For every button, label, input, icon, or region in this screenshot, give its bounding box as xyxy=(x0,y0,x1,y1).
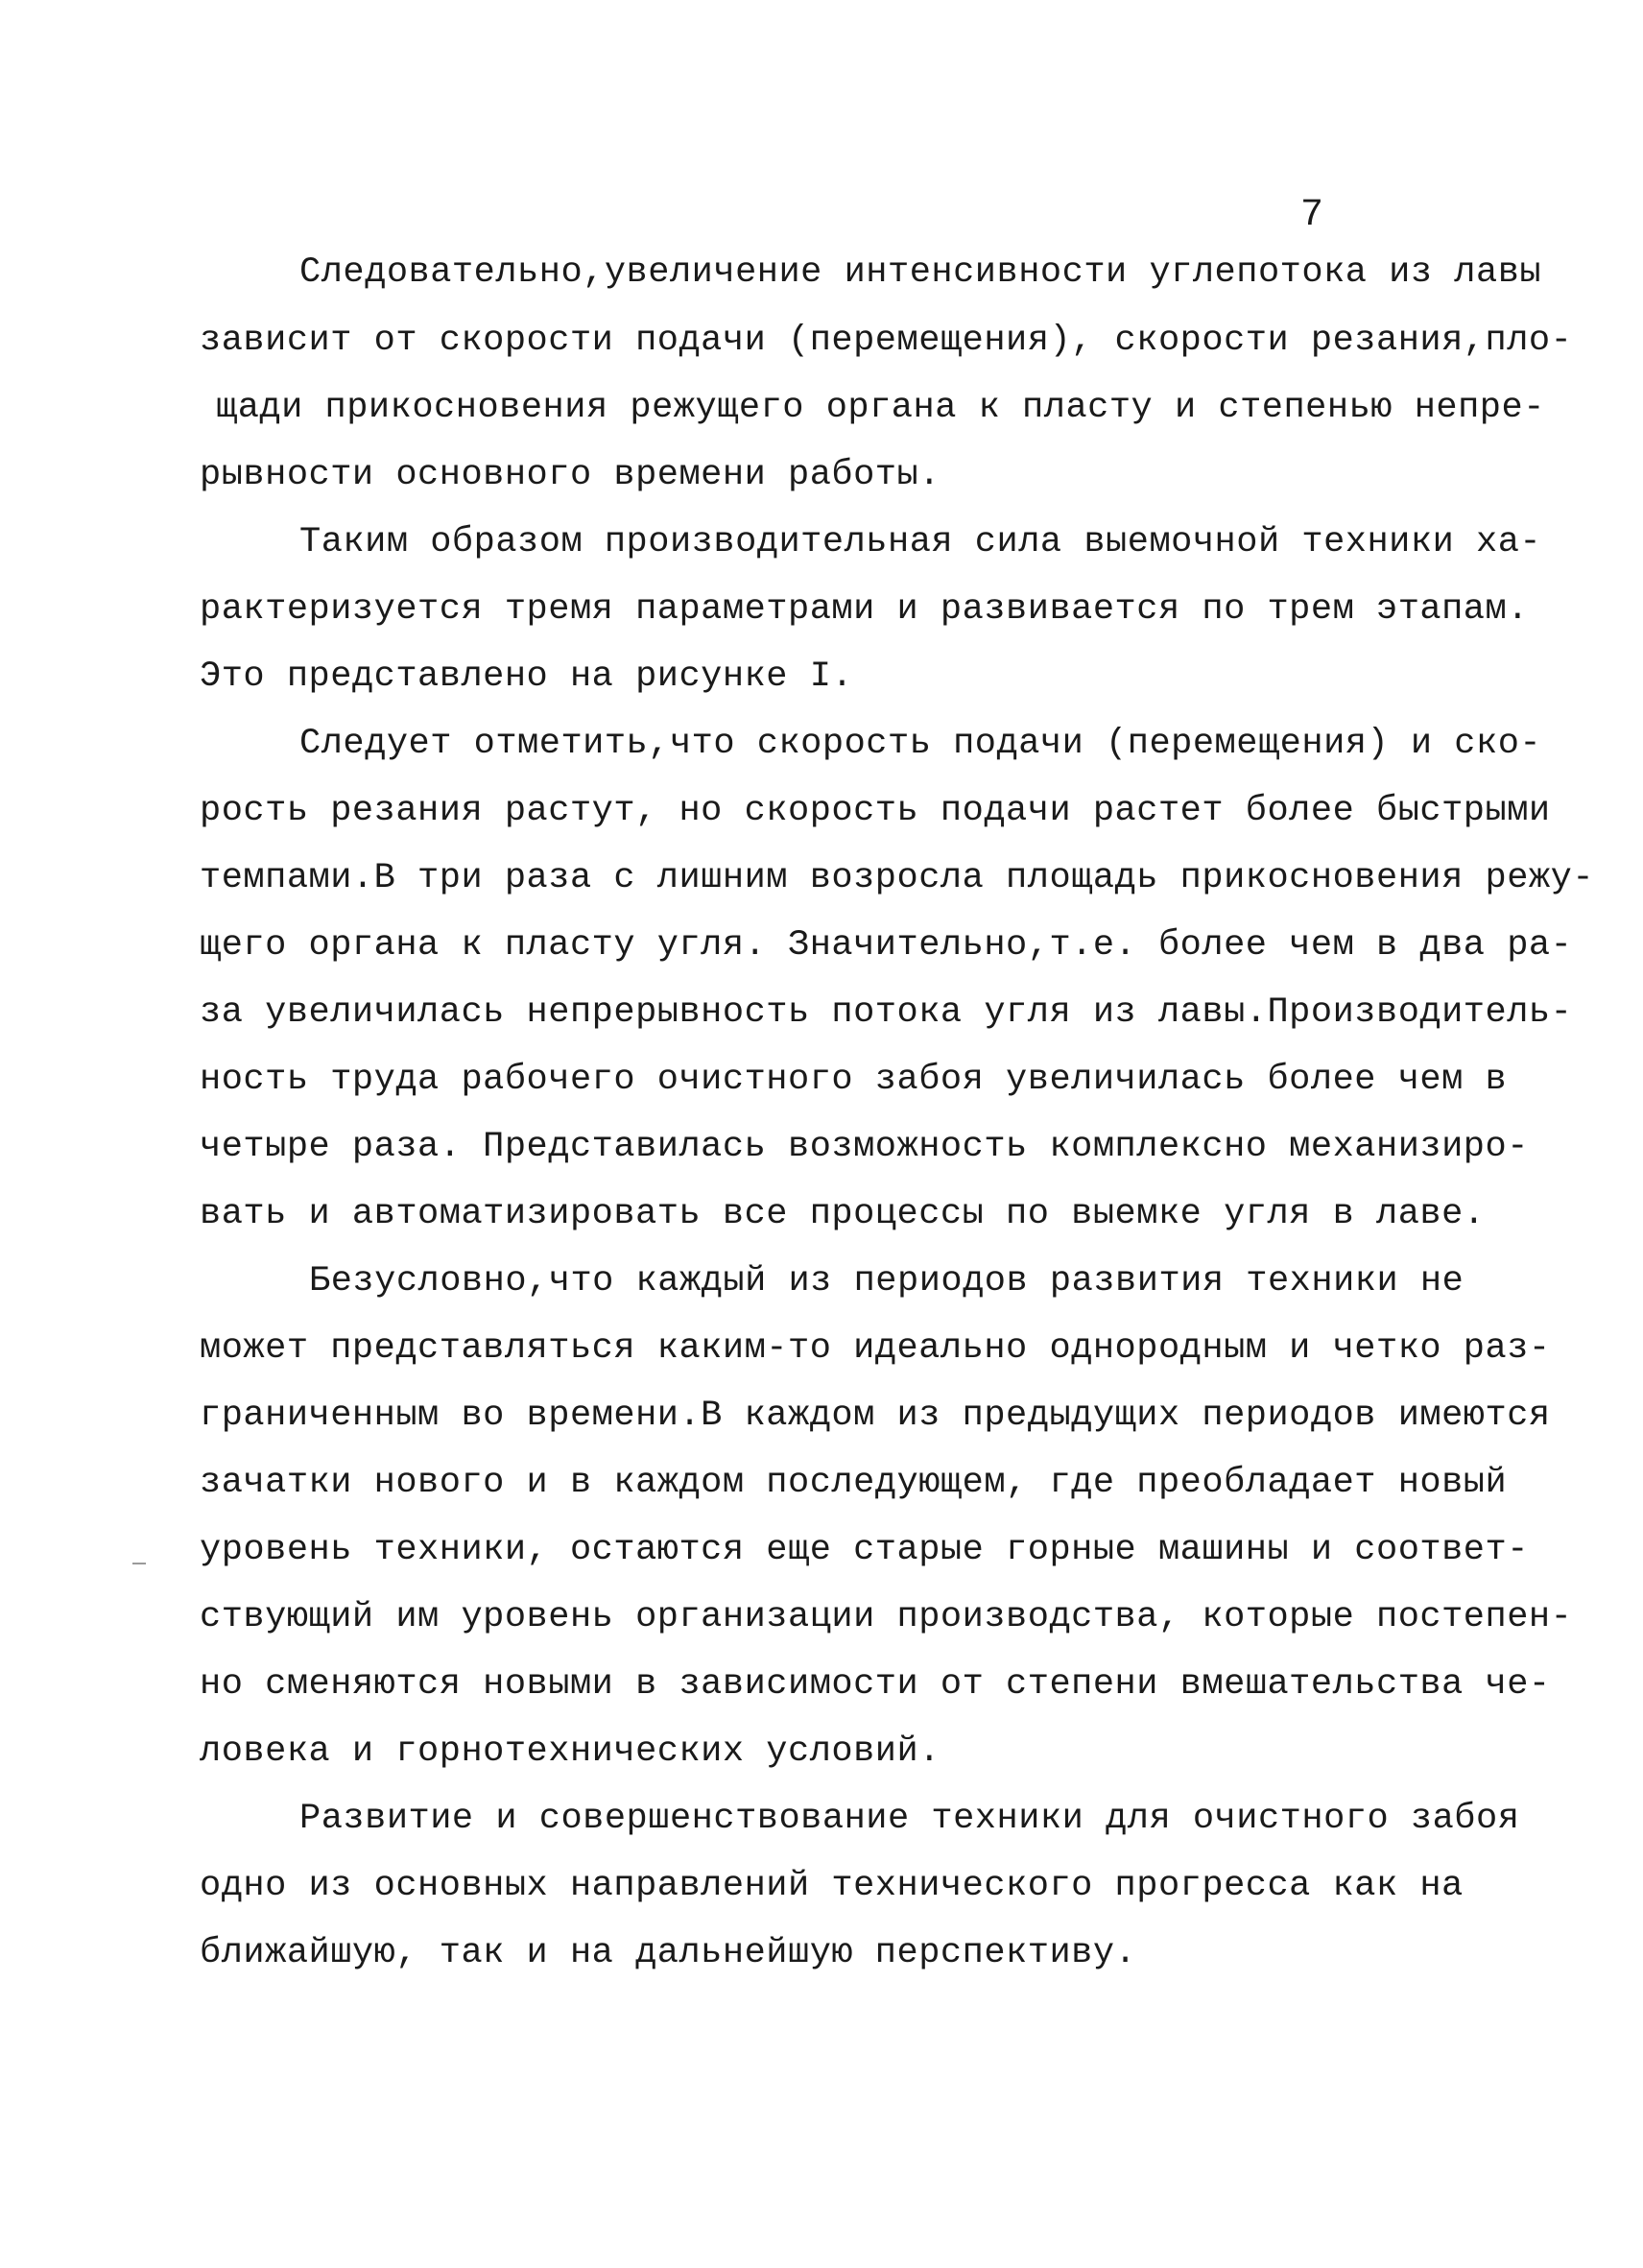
text-line: может представляться каким-то идеально однородным и четко раз- xyxy=(200,1328,1551,1369)
text-line: зачатки нового и в каждом последующем, где преобладает новый xyxy=(200,1463,1508,1503)
text-line: но сменяются новыми в зависимости от степени вмешательства че- xyxy=(200,1664,1551,1705)
text-line: Это представлено на рисунке I. xyxy=(200,657,854,697)
text-line: одно из основных направлений технического прогресса как на xyxy=(200,1866,1464,1906)
text-line: рость резания растут, но скорость подачи растет более быстрыми xyxy=(200,791,1551,831)
text-line: уровень техники, остаются еще старые горные машины и соответ- xyxy=(200,1530,1529,1570)
text-line: граниченным во времени.В каждом из предыдущих периодов имеются xyxy=(200,1396,1551,1436)
text-line: ближайшую, так и на дальнейшую перспективу. xyxy=(200,1933,1137,1973)
text-line: ность труда рабочего очистного забоя увеличилась более чем в xyxy=(200,1060,1508,1100)
text-line: рывности основного времени работы. xyxy=(200,455,941,495)
text-line: рактеризуется тремя параметрами и развивается по трем этапам. xyxy=(200,589,1529,630)
text-line: вать и автоматизировать все процессы по выемке угля в лаве. xyxy=(200,1194,1486,1234)
text-line: Следует отметить,что скорость подачи (перемещения) и ско- xyxy=(299,724,1542,764)
text-line: ствующий им уровень организации производства, которые постепен- xyxy=(200,1597,1573,1637)
text-line: за увеличилась непрерывность потока угля из лавы.Производитель- xyxy=(200,992,1573,1033)
margin-mark xyxy=(132,1563,146,1564)
text-line: Безусловно,что каждый из периодов развития техники не xyxy=(309,1261,1464,1301)
text-line: щади прикосновения режущего органа к пласту и степенью непре- xyxy=(216,388,1545,428)
text-line: четыре раза. Представилась возможность комплексно механизиро- xyxy=(200,1127,1529,1167)
text-line: Таким образом производительная сила выемочной техники ха- xyxy=(299,522,1542,562)
text-line: темпами.В три раза с лишним возросла площадь прикосновения режу- xyxy=(200,858,1595,898)
text-line: щего органа к пласту угля. Значительно,т.е. более чем в два ра- xyxy=(200,925,1573,966)
text-line: зависит от скорости подачи (перемещения), скорости резания,пло- xyxy=(200,321,1573,361)
text-line: Следовательно,увеличение интенсивности углепотока из лавы xyxy=(299,252,1542,293)
page-number: 7 xyxy=(1300,194,1324,237)
text-line: Развитие и совершенствование техники для очистного забоя xyxy=(299,1799,1520,1839)
text-line: ловека и горнотехнических условий. xyxy=(200,1731,941,1772)
